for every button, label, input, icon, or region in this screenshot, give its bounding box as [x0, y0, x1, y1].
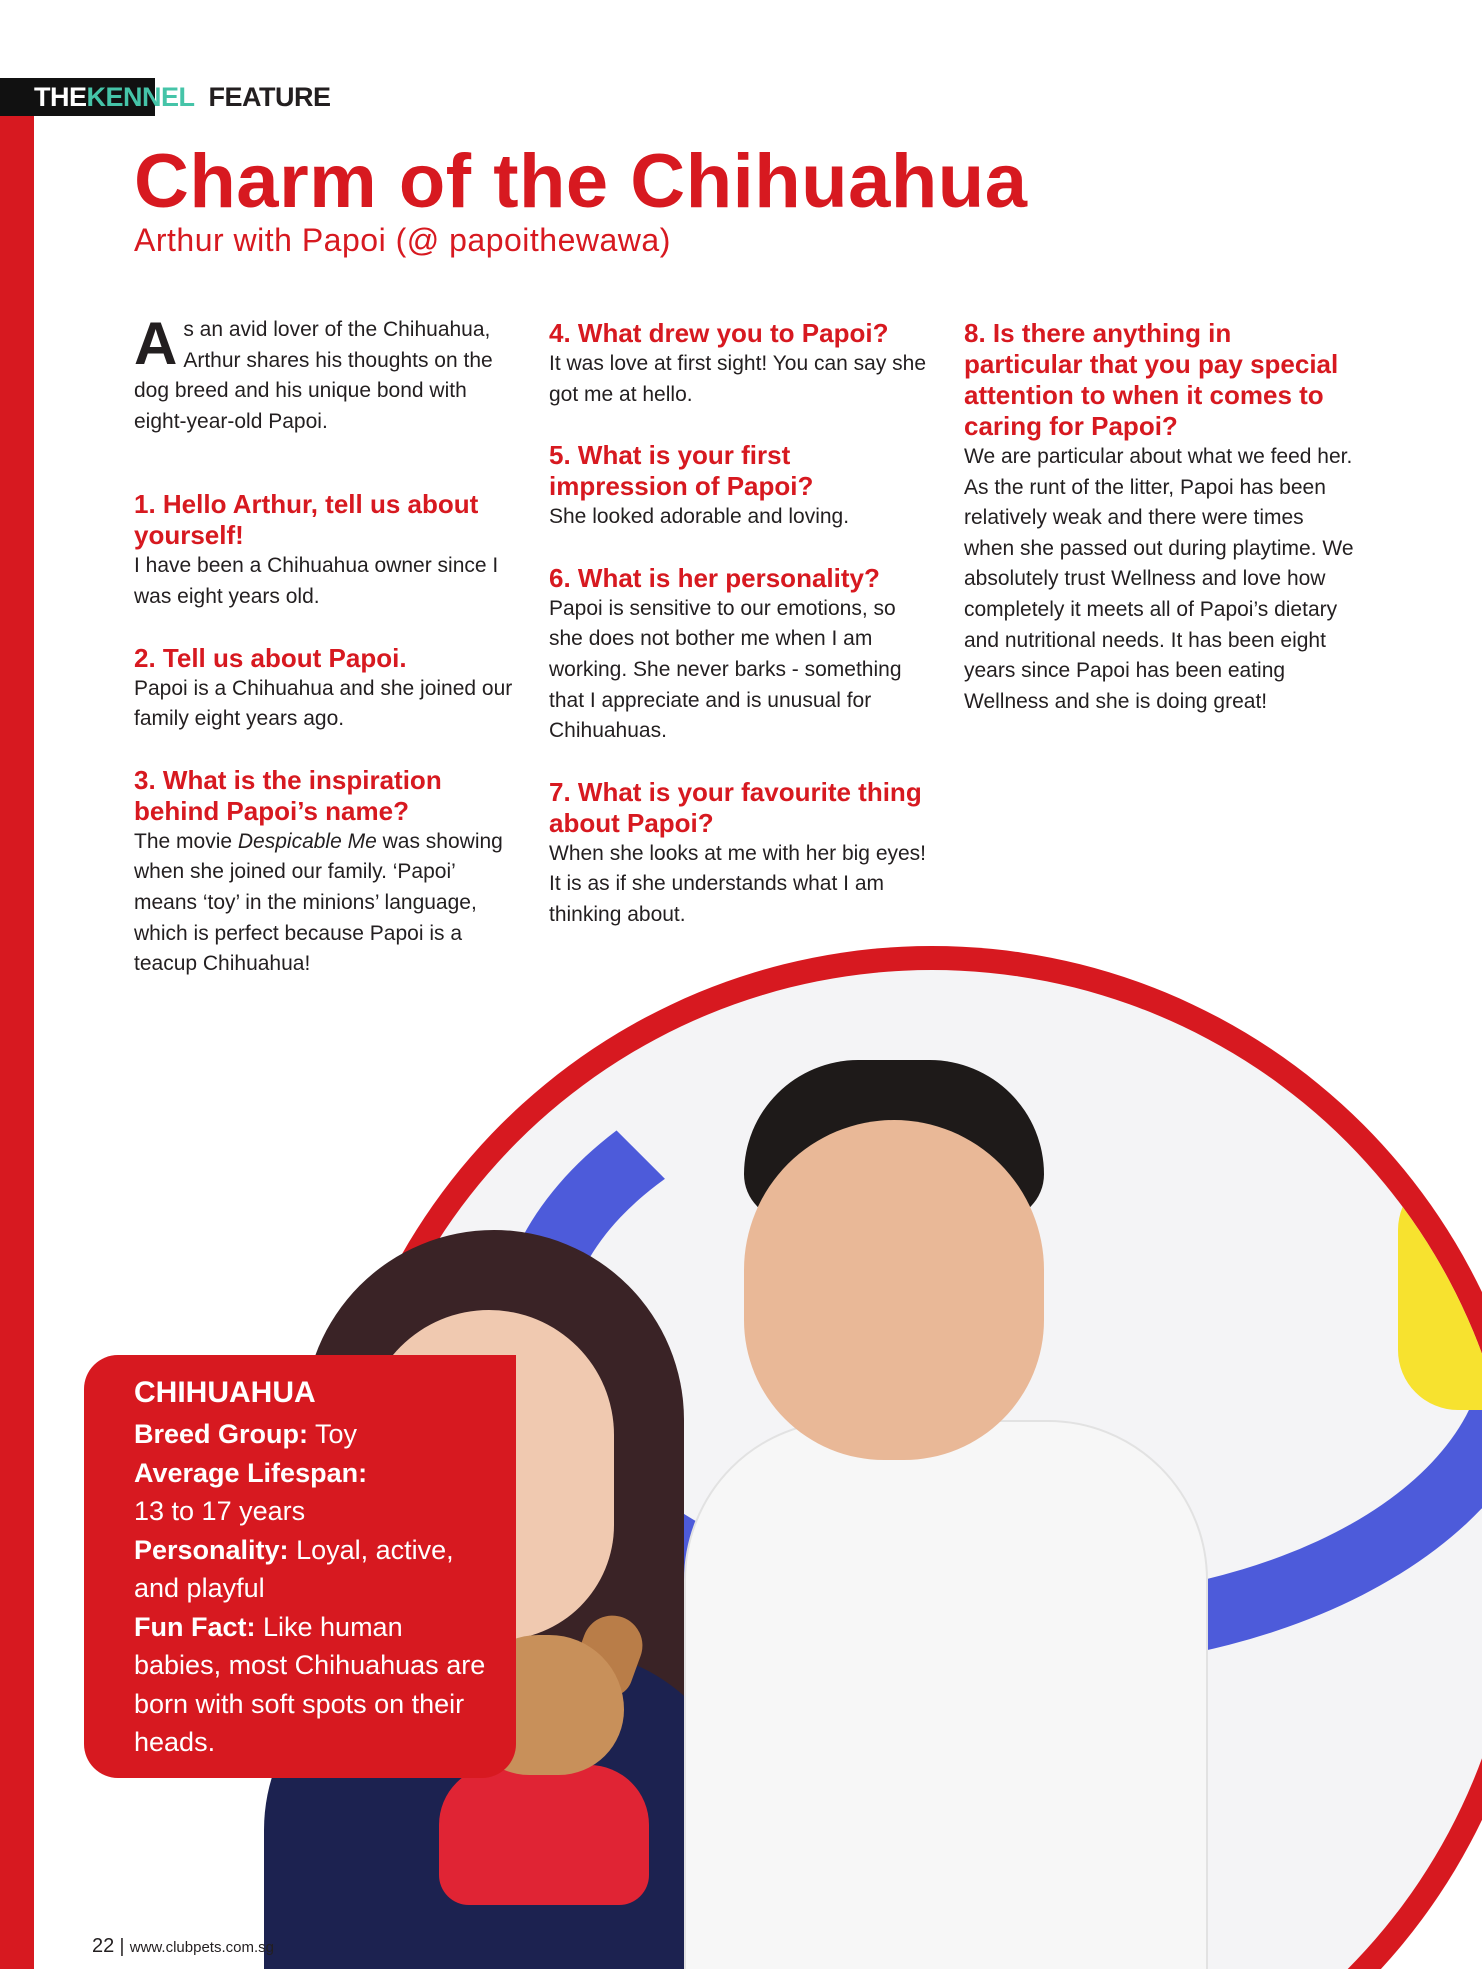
- fact-breed-group: [134, 1415, 492, 1454]
- answer-4: It was love at first sight! You can say she got me at hello.: [549, 352, 927, 406]
- fact-box-title: CHIHUAHUA: [134, 1376, 316, 1409]
- intro-text: s an avid lover of the Chihuahua, Arthur shares his thoughts on the dog breed and his unique bond with eight-year-old Papoi.: [134, 318, 493, 433]
- question-6: 6. What is her personality?: [549, 562, 880, 593]
- fun-fact-label: Fun Fact:: [134, 1611, 256, 1642]
- intro-paragraph: [134, 310, 514, 437]
- article-subtitle: Arthur with Papoi (@ papoithewawa): [134, 222, 671, 258]
- column-1: [134, 310, 514, 1010]
- lifespan-value: 13 to 17 years: [134, 1496, 306, 1526]
- drop-cap: A: [134, 310, 178, 377]
- answer-7: When she looks at me with her big eyes! It is as if she understands what I am thinking about.: [549, 841, 927, 926]
- breed-fact-box: [84, 1355, 516, 1778]
- fun-fact-value: Like human babies, most Chihuahuas are born with soft spots on their heads.: [134, 1611, 486, 1757]
- header-kennel: KENNEL: [86, 81, 195, 112]
- header-section: FEATURE: [208, 81, 331, 112]
- question-4: 4. What drew you to Papoi?: [549, 318, 889, 348]
- fact-personality: [134, 1531, 492, 1608]
- answer-3-pre: The movie: [134, 829, 238, 853]
- fact-lifespan: [134, 1454, 492, 1531]
- question-2: 2. Tell us about Papoi.: [134, 642, 407, 673]
- lifespan-label: Average Lifespan:: [134, 1457, 368, 1488]
- backdrop-yellow-shape: [1398, 1170, 1482, 1410]
- question-1: 1. Hello Arthur, tell us about yourself!: [134, 489, 479, 551]
- question-3: 3. What is the inspiration behind Papoi’s name?: [134, 764, 442, 826]
- left-accent-bar: [0, 78, 34, 1969]
- answer-1: I have been a Chihuahua owner since I was eight years old.: [134, 554, 499, 608]
- website-link[interactable]: www.clubpets.com.sg: [129, 1939, 274, 1956]
- answer-2: Papoi is a Chihuahua and she joined our family eight years ago.: [134, 676, 513, 731]
- question-5: 5. What is your first impression of Papoi?: [549, 440, 814, 502]
- answer-5: She looked adorable and loving.: [549, 505, 850, 529]
- answer-6: Papoi is sensitive to our emotions, so she does not bother me when I am working. She never barks - something that I appreciate and is unusual for Chihuahuas.: [549, 596, 902, 743]
- breed-group-value: Toy: [308, 1419, 358, 1449]
- section-header: [34, 80, 331, 114]
- answer-3-post: was showing when she joined our family. ‘Papoi’ means ‘toy’ in the minions’ language, which is perfect because Papoi is a teacup Chihuahua!: [134, 829, 503, 976]
- article-title: Charm of the Chihuahua: [134, 139, 1028, 224]
- column-2: [549, 318, 929, 961]
- breed-group-label: Breed Group:: [134, 1419, 309, 1449]
- page-footer: [92, 1935, 274, 1958]
- man-figure: [684, 1060, 1204, 1969]
- column-3: [964, 318, 1356, 747]
- page-number: 22: [92, 1935, 115, 1957]
- answer-8: We are particular about what we feed her. As the runt of the litter, Papoi has been relatively weak and there were times when she passed out during playtime. We absolutely trust Wellness and love how completely it meets all of Papoi’s dietary and nutritional needs. It has been eight years since Papoi has been eating Wellness and she is doing great!: [964, 445, 1354, 713]
- fact-fun-fact: [134, 1608, 492, 1762]
- movie-title: Despicable Me: [237, 829, 377, 853]
- personality-label: Personality:: [134, 1534, 289, 1565]
- footer-separator: |: [114, 1936, 130, 1957]
- personality-value: Loyal, active, and playful: [134, 1534, 454, 1603]
- question-8: 8. Is there anything in particular that you pay special attention to when it comes to caring for Papoi?: [964, 318, 1339, 441]
- question-7: 7. What is your favourite thing about Papoi?: [549, 776, 922, 838]
- header-the: THE: [34, 81, 87, 112]
